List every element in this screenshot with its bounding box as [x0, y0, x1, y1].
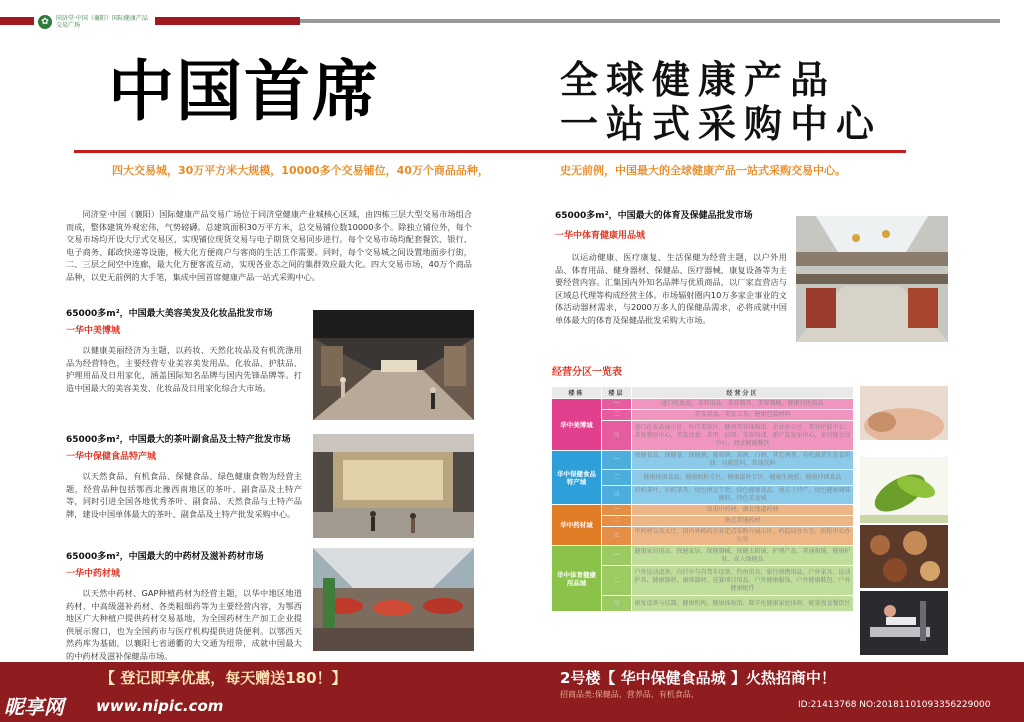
floor-cell: 二 [602, 566, 632, 596]
floor-cell: 一 [602, 546, 632, 566]
intro-paragraph: 同济堂·中国（襄阳）国际健康产品交易广场位于同济堂健康产业城核心区域，由四栋三层大型交易市场组合而成，整体建筑外观宏伟，气势磅礴。总建筑面积30万平方米，总交易铺位数10000多个。除独立铺位外，每个交易市场均开设大厅式交易区，实现铺位现货交易与电子期货交易同步进行。每个交易市场均配套餐饮、银行、电子商务、邮政快递等设施，极大化方便商户与客商的生活工作需要。同时，每个交易城之间设置地面步行街，二、三层之间空中连廊，最大化方便客流互动，实现各业态之间的集群效应最大化。四大交易市场，40万个商品品种，以史无前例的大手笔，集成中国首席健康产品一站式采购中心。 [66, 209, 472, 282]
atrium-photo [796, 216, 948, 342]
content-cell: 贵重中药材、湖北地道药材 [632, 505, 854, 516]
zone-table [551, 386, 854, 612]
promo-right-sub: 招商品类:保健品、营养品、有机食品、 [560, 690, 699, 699]
content-cell: 健康家居用品、保健家居、保健器械、保健太阳镜、护理产品、普通眼镜、健康护肤、成人保健品 [632, 546, 854, 566]
promo-left: 【 登记即享优惠，每天赠送180！】 [100, 669, 347, 687]
table-row [552, 546, 854, 566]
floor-cell: 一 [602, 505, 632, 516]
header-building: 楼栋 [552, 387, 602, 399]
section-food [66, 432, 302, 520]
floor-cell: 三 [602, 527, 632, 546]
section-name: 一华中保健食品特产城 [66, 452, 157, 462]
content-cell: 进口化妆品、美容用品、美容器具、美容器械、健康日化用品 [632, 399, 854, 410]
sub-title-line-2: 一站式采购中心 [560, 102, 883, 146]
floor-cell: 二 [602, 516, 632, 527]
section-heading: 65000多m²，中国最大的中药材及滋补药材市场 [66, 552, 264, 562]
mall-plaza-photo [313, 548, 474, 651]
section-herbs [66, 549, 302, 662]
section-sports [555, 208, 787, 326]
content-cell: 进口化妆品展示区、医疗美容区、健康美容体验馆、企业办公区、美容护肤中心、美容整形中心、美发沙龙、美甲、纹绣、美容培训、新产品发布中心、多功能会议中心、西式健康餐饮 [632, 421, 854, 451]
zone-cell: 华中体育健康用品城 [552, 546, 602, 612]
header-zone: 经营分区 [632, 387, 854, 399]
content-cell: 中药材交易大厅、国内外药药企业定点采购与展示区、药监局办公室、质检中心办公室 [632, 527, 854, 546]
section-heading: 65000多m²，中国最大美容美发及化妆品批发市场 [66, 309, 273, 319]
sub-title-line-1: 全球健康产品 [560, 58, 837, 102]
herbs-photo [860, 525, 948, 588]
tagline-right: 史无前例，中国最大的全球健康产品一站式采购交易中心。 [560, 164, 846, 177]
floor-cell: 一 [602, 451, 632, 470]
watermark-logo: 昵享网 [4, 695, 64, 719]
floor-cell: 三 [602, 596, 632, 612]
floor-cell: 三 [602, 486, 632, 505]
section-name: 一华中药材城 [66, 569, 121, 579]
table-row [552, 451, 854, 470]
section-name: 一华中体育健康用品城 [555, 231, 646, 241]
fitness-photo [860, 591, 948, 655]
top-bar-gray [300, 19, 1000, 23]
mall-interior-photo [313, 310, 474, 420]
section-body: 以天然中药材、GAP种植药材为经营主题，以华中地区地道药材、中高级滋补药材、各类粗细药等为主要经营内容，为鄂西地区广大种植户提供药材交易基地，为全国药材生产加工企业提供展示窗口，也为全国药市与医疗机构提供进货便利。以鄂西天然药库为基础，以襄阳七省通衢的大交通为纽带，成就中国最大的中药材及滋补保健品市场。 [66, 588, 302, 661]
section-body: 以健康美丽经济为主题，以药妆、天然化妆品及有机洗涤用品为经营特色，主要经营专业美容美发用品、化妆品、护肤品、护理用品及日用家化，涵盖国际知名品牌与国内先锋品牌等。打造中国最大的美容美发、化妆品及日用家化综合大市场。 [66, 345, 302, 393]
zone-cell: 华中保健食品特产城 [552, 451, 602, 505]
logo [34, 14, 155, 30]
table-row [552, 505, 854, 516]
tea-leaf-photo [860, 457, 948, 523]
header-floor: 楼层 [602, 387, 632, 399]
tagline-left: 四大交易城，30万平方米大规模，10000多个交易铺位，40万个商品品种， [112, 164, 489, 177]
content-cell: 康复设备与仪器、健康机构、健康体验馆、数字化健康家庭体验、能量漫食餐饮区 [632, 596, 854, 612]
floor-cell: 三 [602, 421, 632, 451]
logo-text: 同济堂·中国（襄阳）国际健康产品交易广场 [56, 15, 148, 29]
section-heading: 65000多m²，中国最大的茶叶副食品及土特产批发市场 [66, 435, 291, 445]
mall-entrance-photo [313, 434, 474, 538]
main-title: 中国首席 [108, 53, 380, 130]
content-cell: 南北普通药材 [632, 516, 854, 527]
floor-cell: 二 [602, 410, 632, 421]
divider [74, 150, 906, 153]
content-cell: 美发用品、美发工具、健康包装材料 [632, 410, 854, 421]
zone-table-title: 经营分区一览表 [552, 367, 622, 378]
spa-photo [860, 386, 948, 452]
zone-cell: 华中药材城 [552, 505, 602, 546]
content-cell: 有机茶叶、有机茶具、绿色南北干货、绿色健康食品、地方土特产、绿色健康调味调料、特色美食城 [632, 486, 854, 505]
section-body: 以天然食品、有机食品、保健食品、绿色健康食物为经营主题，经营品种包括鄂西北豫西南地区的茶叶、副食品及土特产等，同时引进全国各地优秀茶叶、副食品、天然食品与土特产品牌，建设中国单体最大的茶叶、副食品及土特产批发采购中心。 [66, 471, 302, 519]
table-row [552, 399, 854, 410]
content-cell: 健康休闲食品、健康奶粉专区、健康滋补专区、健康生便派、健康冲调食品 [632, 470, 854, 486]
image-id: ID:21413768 NO:20181101093356229000 [798, 700, 991, 710]
table-header-row [552, 387, 854, 399]
section-body: 以运动健康、医疗康复、生活保健为经营主题，以户外用品、体育用品、健身器材、保健品、医疗器械、康复设备等为主要经营内容。汇集国内外知名品牌与优质商品，以厂家直营店与区域总代理等构成经营主体。市场辐射圈内10万多家企事业的文体活动器材需求，与2000万多人的保健品需求，必将成就中国单体最大的体育及保健品批发采购大市场。 [555, 252, 787, 325]
section-beauty [66, 306, 302, 394]
floor-cell: 一 [602, 399, 632, 410]
section-heading: 65000多m²，中国最大的体育及保健品批发市场 [555, 211, 753, 221]
content-cell: 户外运动设备、自行车与自驾车设备、钓鱼用具、旅行便携用品、户外家具、运动护具、健康器材、康体器材、竞赛项目用品、户外健康服饰、户外健康鞋包、户外健康配件 [632, 566, 854, 596]
watermark-url: www.nipic.com [96, 697, 224, 715]
logo-icon: ✿ [38, 15, 52, 29]
zone-cell: 华中美博城 [552, 399, 602, 451]
section-name: 一华中美博城 [66, 326, 121, 336]
sub-title [560, 58, 882, 146]
promo-right: 2号楼【 华中保健食品城 】火热招商中！ [560, 669, 836, 687]
floor-cell: 二 [602, 470, 632, 486]
content-cell: 保健食品、保健茶、保健酒、葡萄酒、黄酒、白酒、其它酒类、有机蔬菜生态食用油、功能饮料、普通饮料 [632, 451, 854, 470]
